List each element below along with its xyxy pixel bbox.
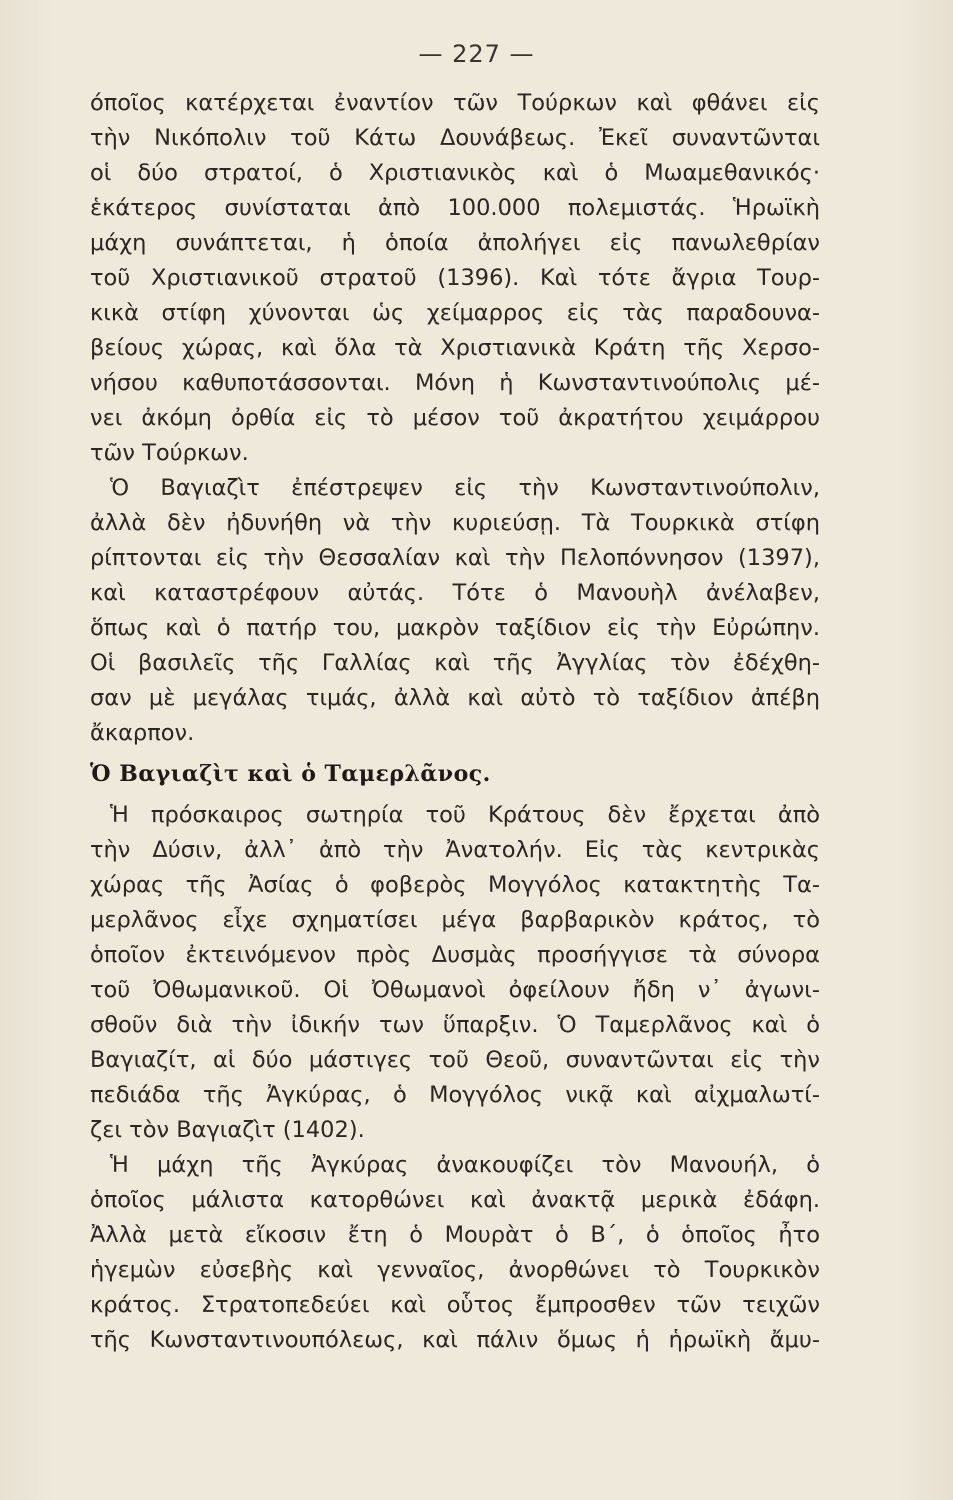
text-line: κράτος. Στρατοπεδεύει καὶ οὗτος ἔμπροσθεν τῶν τειχῶν [90, 1292, 820, 1318]
text-line: τοῦ Ὀθωμανικοῦ. Οἱ Ὀθωμανοὶ ὀφείλουν ἤδη ν᾽ ἀγωνι- [90, 977, 820, 1003]
text-line: ρίπτονται εἰς τὴν Θεσσαλίαν καὶ τὴν Πελοπόννησον (1397), [90, 545, 820, 571]
text-line: Ἀλλὰ μετὰ εἴκοσιν ἔτη ὁ Μουρὰτ ὁ Β΄, ὁ ὁποῖος ἦτο [90, 1222, 820, 1248]
text-line: Βαγιαζίτ, αἱ δύο μάστιγες τοῦ Θεοῦ, συναντῶνται εἰς τὴν [90, 1047, 820, 1073]
text-line: τοῦ Χριστιανικοῦ στρατοῦ (1396). Καὶ τότε ἄγρια Τουρ- [90, 265, 820, 291]
text-line: χώρας τῆς Ἀσίας ὁ φοβερὸς Μογγόλος κατακτητὴς Τα- [90, 872, 820, 898]
text-line: καὶ καταστρέφουν αὐτάς. Τότε ὁ Μανουὴλ ἀνέλαβεν, [90, 580, 820, 606]
text-line: κικὰ στίφη χύνονται ὡς χείμαρρος εἰς τὰς παραδουνα- [90, 300, 820, 326]
text-line: βείους χώρας, καὶ ὅλα τὰ Χριστιανικὰ Κράτη τῆς Χερσο- [90, 335, 820, 361]
text-line: Ὁ Βαγιαζὶτ ἐπέστρεψεν εἰς τὴν Κωνσταντινούπολιν, [110, 475, 820, 501]
text-line: πεδιάδα τῆς Ἀγκύρας, ὁ Μογγόλος νικᾷ καὶ αἰχμαλωτί- [90, 1082, 820, 1108]
text-line: Ἡ μάχη τῆς Ἀγκύρας ἀνακουφίζει τὸν Μανουήλ, ὁ [110, 1152, 820, 1178]
text-line: νήσου καθυποτάσσονται. Μόνη ἡ Κωνσταντινούπολις μέ- [90, 370, 820, 396]
text-line: Οἱ βασιλεῖς τῆς Γαλλίας καὶ τῆς Ἀγγλίας τὸν ἐδέχθη- [90, 650, 820, 676]
bottom-text-block [90, 798, 820, 1358]
text-line: νει ἀκόμη ὀρθία εἰς τὸ μέσον τοῦ ἀκρατήτου χειμάρρου [90, 405, 820, 431]
text-line: ἄκαρπον. [90, 720, 195, 746]
text-line: ἀλλὰ δὲν ἠδυνήθη νὰ τὴν κυριεύσῃ. Τὰ Τουρκικὰ στίφη [90, 510, 820, 536]
text-line: ἡγεμὼν εὐσεβὴς καὶ γενναῖος, ἀνορθώνει τὸ Τουρκικὸν [90, 1257, 820, 1283]
text-line: μάχη συνάπτεται, ἡ ὁποία ἀπολήγει εἰς πανωλεθρίαν [90, 230, 820, 256]
text-line: οἱ δύο στρατοί, ὁ Χριστιανικὸς καὶ ὁ Μωαμεθανικός· [90, 160, 820, 186]
text-line: μερλᾶνος εἶχε σχηματίσει μέγα βαρβαρικὸν κράτος, τὸ [90, 907, 820, 933]
text-line: τὴν Νικόπολιν τοῦ Κάτω Δουνάβεως. Ἐκεῖ συναντῶνται [90, 125, 820, 151]
text-line: τῶν Τούρκων. [90, 440, 249, 466]
text-line: ζει τὸν Βαγιαζὶτ (1402). [90, 1117, 365, 1143]
page-number: — 227 — [418, 40, 535, 68]
text-line: όποῖος κατέρχεται ἐναντίον τῶν Τούρκων καὶ φθάνει εἰς [90, 90, 820, 116]
text-line: ὅπως καὶ ὁ πατήρ του, μακρὸν ταξίδιον εἰς τὴν Εὐρώπην. [90, 615, 820, 641]
text-line: ἑκάτερος συνίσταται ἀπὸ 100.000 πολεμιστάς. Ἡρωϊκὴ [90, 195, 820, 221]
text-line: τὴν Δύσιν, ἀλλ᾽ ἀπὸ τὴν Ἀνατολήν. Εἰς τὰς κεντρικὰς [90, 837, 820, 863]
text-line: τῆς Κωνσταντινουπόλεως, καὶ πάλιν ὅμως ἡ ἡρωϊκὴ ἄμυ- [90, 1327, 820, 1353]
text-line: Ἡ πρόσκαιρος σωτηρία τοῦ Κράτους δὲν ἔρχεται ἀπὸ [110, 802, 820, 828]
text-line: σαν μὲ μεγάλας τιμάς, ἀλλὰ καὶ αὐτὸ τὸ ταξίδιον ἀπέβη [90, 685, 820, 711]
text-line: ὁποῖον ἐκτεινόμενον πρὸς Δυσμὰς προσήγγισε τὰ σύνορα [90, 942, 820, 968]
text-line: ὁποῖος μάλιστα κατορθώνει καὶ ἀνακτᾷ μερικὰ ἐδάφη. [90, 1187, 820, 1213]
section-heading: Ὁ Βαγιαζὶτ καὶ ὁ Ταμερλᾶνος. [90, 761, 491, 787]
text-line: σθοῦν διὰ τὴν ἰδικήν των ὕπαρξιν. Ὁ Ταμερλᾶνος καὶ ὁ [90, 1012, 820, 1038]
top-text-block [90, 86, 820, 751]
